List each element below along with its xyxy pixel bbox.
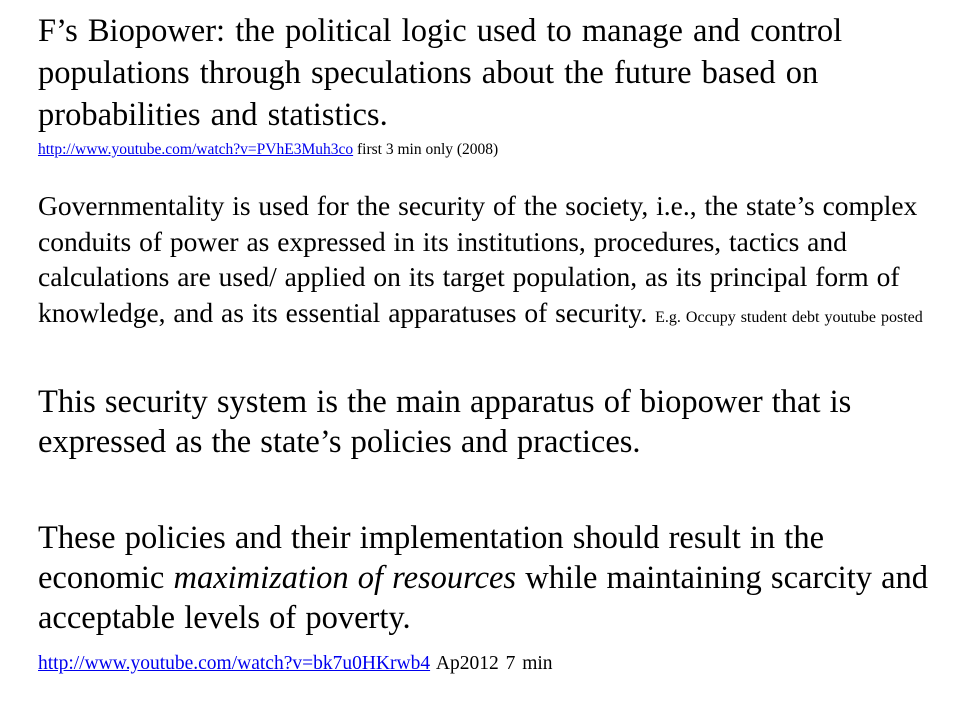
video-link-2[interactable]: http://www.youtube.com/watch?v=bk7u0HKrwb4: [38, 653, 431, 674]
security-system-paragraph: This security system is the main apparatus of biopower that is expressed as the state’s policies and practices.: [38, 384, 852, 460]
video-link-line-2: [38, 652, 553, 676]
policies-text-before: These policies and their implementation should result in the economic: [38, 520, 825, 596]
slide-title: F’s Biopower: the political logic used to manage and control populations through speculations about the future based on probabilities and statistics.: [38, 13, 843, 133]
policies-text-after: while maintaining scarcity and acceptable levels of poverty.: [38, 560, 929, 636]
video-link-1-note: first 3 min only (2008): [353, 141, 499, 158]
video-link-2-note: Ap2012 7 min: [430, 653, 553, 674]
policies-paragraph: [38, 518, 948, 638]
video-link-line-1: [38, 140, 498, 160]
policies-italic-phrase: maximization of resources: [173, 560, 517, 596]
governmentality-text: Governmentality is used for the security of the society, i.e., the state’s complex conduits of power as expressed in its institutions, procedures, tactics and calculations are used/ applied on its target population, as its principal form of knowledge, and as its essential apparatuses of security.: [38, 190, 918, 328]
governmentality-paragraph: [38, 188, 953, 335]
example-note: E.g. Occupy student debt youtube posted: [655, 308, 923, 326]
video-link-1[interactable]: http://www.youtube.com/watch?v=PVhE3Muh3co: [38, 141, 354, 158]
